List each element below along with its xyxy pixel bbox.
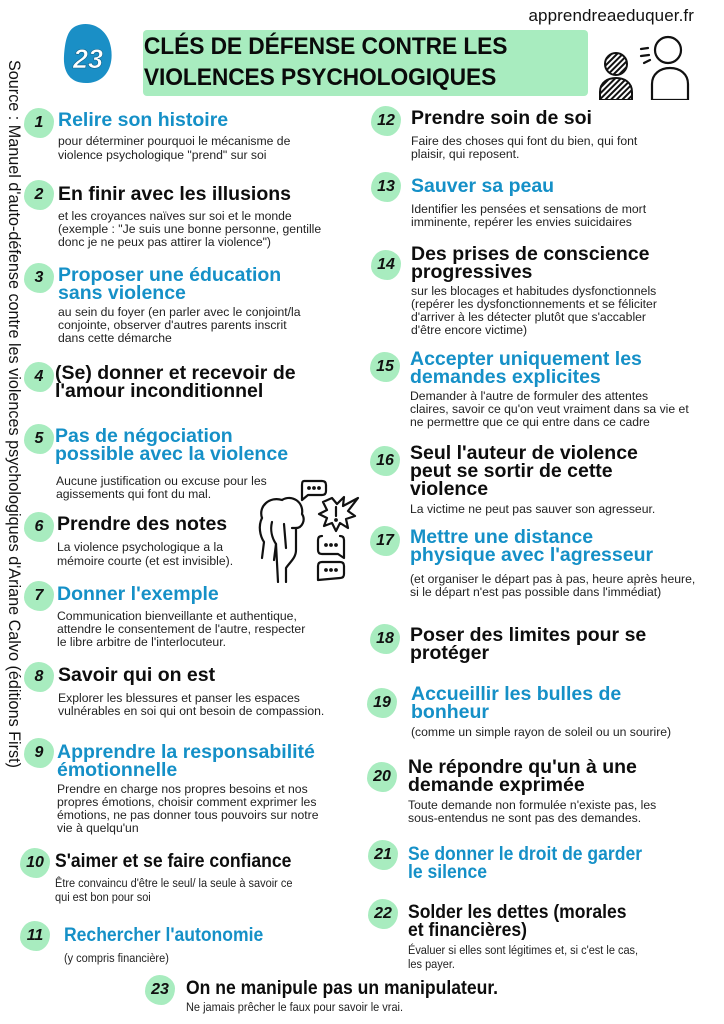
source-text: Source : Manuel d'auto-défense contre les violences psychologiques d'Ariane Calvo (éditions First): [5, 60, 23, 769]
item-desc: donc je ne peux pas attirer la violence"): [58, 235, 271, 249]
item-desc: violence psychologique "prend" sur soi: [58, 148, 267, 162]
number-badge: 21: [368, 840, 398, 870]
item-desc: (y compris financière): [64, 951, 169, 965]
item-desc: Demander à l'autre de formuler des attentes: [410, 389, 649, 403]
number-badge: 10: [20, 848, 50, 878]
item-desc: (repérer les dysfonctionnements et se féliciter: [411, 297, 657, 311]
number-badge: 1: [24, 108, 54, 138]
item-desc: Ne jamais prêcher le faux pour savoir le vrai.: [186, 1000, 404, 1014]
item-title: l'amour inconditionnel: [55, 380, 264, 402]
item-title: Apprendre la responsabilité: [57, 741, 315, 763]
title-box: [143, 30, 588, 96]
item-desc: claires, savoir ce qu'on veut vraiment dans sa vie et: [410, 402, 689, 416]
number-badge: 19: [367, 688, 397, 718]
item-title: sans violence: [58, 282, 186, 304]
item-title: peut se sortir de cette: [410, 460, 613, 482]
number-badge: 4: [24, 362, 54, 392]
number-badge: 12: [371, 106, 401, 136]
number-badge: 7: [24, 581, 54, 611]
number-badge: 6: [24, 512, 54, 542]
number-badge: 20: [367, 762, 397, 792]
item-title: Se donner le droit de garder: [408, 843, 643, 865]
item-desc: La victime ne peut pas sauver son agresseur.: [410, 502, 656, 516]
item-desc: si le départ n'est pas possible dans l'immédiat): [410, 585, 662, 599]
number-badge: 5: [24, 424, 54, 454]
item-title: Accepter uniquement les: [410, 348, 642, 370]
item-desc: vulnérables en soi qui ont besoin de compassion.: [58, 704, 325, 718]
item-desc: (comme un simple rayon de soleil ou un sourire): [411, 725, 672, 739]
item-desc: sous-entendus ne sont pas des demandes.: [408, 811, 642, 825]
item-desc: d'être encore victime): [411, 323, 528, 337]
item-desc: sur les blocages et habitudes dysfonctionnels: [411, 284, 657, 298]
item-desc: Être convaincu d'être le seul/ la seule à savoir ce: [55, 876, 293, 890]
item-title: (Se) donner et recevoir de: [55, 362, 296, 384]
item-desc: agissements qui font du mal.: [56, 487, 212, 501]
item-title: S'aimer et se faire confiance: [55, 850, 292, 872]
item-desc: Communication bienveillante et authentique,: [57, 609, 297, 623]
item-title: demandes explicites: [410, 366, 601, 388]
title-line-1: CLÉS DE DÉFENSE CONTRE LES: [143, 33, 508, 60]
people-talking-icon: [596, 34, 700, 100]
item-desc: au sein du foyer (en parler avec le conjoint/la: [58, 305, 301, 319]
number-badge: 15: [370, 352, 400, 382]
item-title: Mettre une distance: [410, 526, 594, 548]
item-desc: Explorer les blessures et panser les espaces: [58, 691, 300, 705]
item-desc: émotions, ne pas donner tous pouvoirs sur notre: [57, 808, 319, 822]
item-title: le silence: [408, 861, 488, 883]
item-title: bonheur: [411, 701, 489, 723]
item-title: émotionnelle: [57, 759, 178, 781]
item-desc: plaisir, qui reposent.: [411, 147, 520, 161]
stressed-person-speech-bubbles-icon: [252, 478, 362, 583]
item-desc: le libre arbitre de l'interlocuteur.: [57, 635, 226, 649]
item-title: Seul l'auteur de violence: [410, 442, 638, 464]
number-badge: 16: [370, 446, 400, 476]
item-desc: La violence psychologique a la: [57, 540, 224, 554]
item-title: Rechercher l'autonomie: [64, 924, 264, 946]
number-23-badge-icon: [62, 22, 114, 84]
item-desc: d'arriver à les détecter plutôt que s'accabler: [411, 310, 646, 324]
item-title: demande exprimée: [408, 774, 585, 796]
item-desc: propres émotions, choisir comment exprimer les: [57, 795, 317, 809]
item-title: On ne manipule pas un manipulateur.: [186, 977, 499, 999]
item-desc: dans cette démarche: [58, 331, 172, 345]
item-desc: attendre le consentement de l'autre, respecter: [57, 622, 306, 636]
site-url: apprendreaeduquer.fr: [528, 6, 694, 25]
item-title: Savoir qui on est: [58, 664, 216, 686]
item-desc: Aucune justification ou excuse pour les: [56, 474, 267, 488]
number-badge: 14: [371, 250, 401, 280]
item-desc: (exemple : "Je suis une bonne personne, gentille: [58, 222, 322, 236]
item-title: physique avec l'agresseur: [410, 544, 654, 566]
item-title: Solder les dettes (morales: [408, 901, 627, 923]
number-badge: 8: [24, 662, 54, 692]
item-title: Sauver sa peau: [411, 175, 555, 197]
item-desc: vie à quelqu'un: [57, 821, 139, 835]
item-title: Poser des limites pour se: [410, 624, 647, 646]
number-badge: 11: [20, 921, 50, 951]
number-badge: 3: [24, 263, 54, 293]
item-title: Prendre soin de soi: [411, 107, 592, 129]
number-badge: 13: [371, 172, 401, 202]
item-desc: Évaluer si elles sont légitimes et, si c'est le cas,: [408, 943, 639, 957]
number-badge: 23: [145, 975, 175, 1005]
item-desc: imminente, repérer les envies suicidaires: [411, 215, 632, 229]
item-desc: ne permettre que ce qui entre dans ce cadre: [410, 415, 650, 429]
number-badge: 2: [24, 180, 54, 210]
number-badge: 17: [370, 526, 400, 556]
svg-text:23: 23: [72, 44, 104, 74]
item-title: En finir avec les illusions: [58, 183, 292, 205]
item-title: et financières): [408, 919, 527, 941]
item-title: Ne répondre qu'un à une: [408, 756, 637, 778]
item-desc: (et organiser le départ pas à pas, heure après heure,: [410, 572, 696, 586]
title-line-2: VIOLENCES PSYCHOLOGIQUES: [143, 64, 497, 91]
source-credit: [2, 60, 24, 940]
item-title: Accueillir les bulles de: [411, 683, 622, 705]
item-title: Pas de négociation: [55, 425, 233, 447]
item-desc: conjointe, observer d'autres parents inscrit: [58, 318, 287, 332]
item-title: Des prises de conscience: [411, 243, 650, 265]
item-title: Relire son histoire: [58, 109, 229, 131]
item-desc: mémoire courte (et est invisible).: [57, 554, 234, 568]
number-badge: 18: [370, 624, 400, 654]
item-title: Donner l'exemple: [57, 583, 219, 605]
item-title: violence: [410, 478, 489, 500]
item-title: Prendre des notes: [57, 513, 228, 535]
item-title: possible avec la violence: [55, 443, 289, 465]
item-title: Proposer une éducation: [58, 264, 282, 286]
item-desc: qui est bon pour soi: [55, 890, 151, 904]
item-desc: pour déterminer pourquoi le mécanisme de: [58, 134, 291, 148]
item-desc: les payer.: [408, 957, 455, 971]
item-desc: et les croyances naïves sur soi et le monde: [58, 209, 292, 223]
item-desc: Prendre en charge nos propres besoins et nos: [57, 782, 308, 796]
item-desc: Faire des choses qui font du bien, qui font: [411, 134, 638, 148]
number-badge: 9: [24, 738, 54, 768]
item-desc: Identifier les pensées et sensations de mort: [411, 202, 647, 216]
item-title: protéger: [410, 642, 490, 664]
item-desc: Toute demande non formulée n'existe pas, les: [408, 798, 657, 812]
number-badge: 22: [368, 899, 398, 929]
item-title: progressives: [411, 261, 533, 283]
